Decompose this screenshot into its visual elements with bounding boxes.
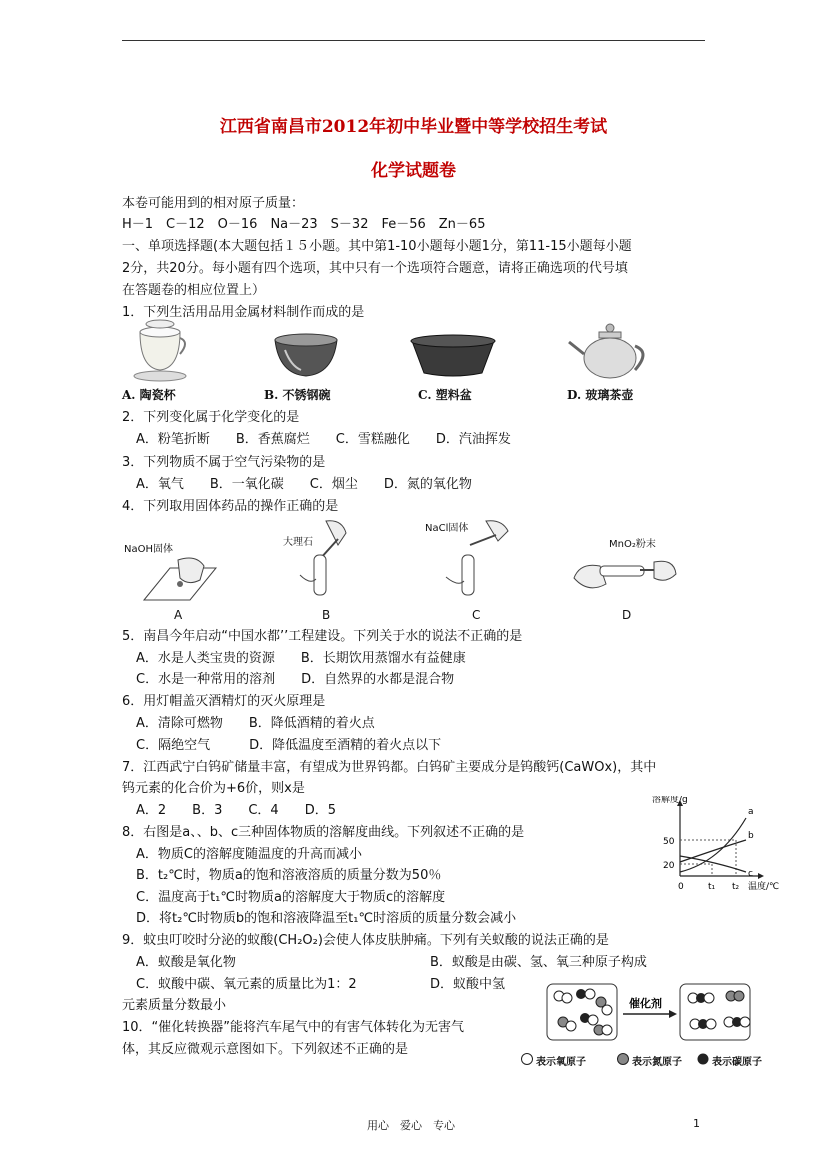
q1-caption-d: D. 玻璃茶壶 [567,388,634,402]
q9-option-b: B．蚁酸是由碳、氢、氧三种原子构成 [430,955,647,970]
q8-stem: 8．右图是a、、b、c三种固体物质的溶解度曲线。下列叙述不正确的是 [122,825,525,840]
section-instructions-1: 一、单项选择题(本大题包括１５小题。其中第1-10小题每小题1分，第11-15小题每小题 [122,239,632,254]
q8-option-a: A．物质C的溶解度随温度的升高而减小 [136,847,362,862]
header-rule [122,40,705,41]
page-number: 1 [693,1117,700,1130]
graph-curve-label-b: b [748,831,754,841]
q9-stem: 9．蚊虫叮咬时分泌的蚁酸(CH₂O₂)会使人体皮肤肿痛。下列有关蚁酸的说法正确的是 [122,933,609,948]
legend-nitrogen: 表示氮原子 [632,1057,682,1068]
q4-image-a [140,550,220,606]
q5-stem: 5．南昌今年启动“中国水都’’工程建设。下列关于水的说法不正确的是 [122,629,523,644]
section-instructions-2: 2分，共20分。每小题有四个选项，其中只有一个选项符合题意，请将正确选项的代号填 [122,261,628,276]
q4-label-d: MnO₂粉末 [609,539,656,550]
page-title: 江西省南昌市2012年初中毕业暨中等学校招生考试 [219,117,608,137]
q1-caption-a: A. 陶瓷杯 [122,388,176,402]
q8-option-d: D．将t₂℃时物质b的饱和溶液降温至t₁℃时溶质的质量分数会减小 [136,911,517,926]
atomic-mass-values: H－1 C－12 O－16 Na－23 S－32 Fe－56 Zn－65 [122,217,486,232]
graph-xtick-t2: t₂ [732,882,740,892]
graph-xtick-t1: t₁ [708,882,716,892]
q3-options: A．氧气 B．一氧化碳 C．烟尘 D．氮的氧化物 [136,477,472,492]
q10-stem-2: 体，其反应微观示意图如下。下列叙述不正确的是 [122,1042,409,1057]
section-instructions-3: 在答题卷的相应位置上） [122,283,266,298]
graph-xtick-0: 0 [678,882,684,892]
q4-image-c [440,515,520,605]
q1-caption-c: C. 塑料盆 [418,388,472,402]
q7-options: A．2 B．3 C．4 D．5 [136,803,336,818]
q3-stem: 3．下列物质不属于空气污染物的是 [122,455,326,470]
graph-ylabel: 溶解度/g [652,796,688,805]
graph-curve-label-a: a [748,807,754,817]
solubility-graph [650,796,780,896]
legend-carbon: 表示碳原子 [712,1057,762,1068]
q6-stem: 6．用灯帽盖灭酒精灯的灭火原理是 [122,694,326,709]
q1-stem: 1．下列生活用品用金属材料制作而成的是 [122,305,365,320]
curve-b [680,840,746,862]
plastic-basin-image [408,333,498,379]
q2-stem: 2．下列变化属于化学变化的是 [122,410,300,425]
q6-options-cd: C．隔绝空气 D．降低温度至酒精的着火点以下 [136,738,442,753]
q9-option-c: C．蚁酸中碳、氧元素的质量比为1：2 [136,977,357,992]
q4-letter-a: A [174,608,183,622]
q10-stem-1: 10．“催化转换器”能将汽车尾气中的有害气体转化为无害气 [122,1020,465,1035]
q8-option-b: B．t₂℃时，物质a的饱和溶液溶质的质量分数为50％ [136,868,442,883]
q9-option-d-cont: 元素质量分数最小 [122,998,227,1013]
footer-motto: 用心 爱心 专心 [367,1119,455,1132]
q4-image-b [290,515,360,605]
q4-stem: 4．下列取用固体药品的操作正确的是 [122,499,339,514]
q5-options-ab: A．水是人类宝贵的资源 B．长期饮用蒸馏水有益健康 [136,651,466,666]
q4-label-a: NaOH固体 [124,544,173,555]
glass-teapot-image [565,318,655,382]
catalyst-label: 催化剂 [629,997,662,1010]
ceramic-cup-image [130,318,190,382]
q5-options-cd: C．水是一种常用的溶剂 D．自然界的水都是混合物 [136,672,455,687]
legend-oxygen: 表示氧原子 [536,1057,586,1068]
q4-letter-b: B [322,608,331,622]
page-subtitle: 化学试题卷 [371,161,456,181]
nitrogen-atom-icon [616,1052,630,1066]
q4-label-b: 大理石 [283,537,313,548]
q4-label-c: NaCl固体 [425,523,469,534]
graph-curve-label-c: c [748,869,753,879]
q4-letter-c: C [472,608,481,622]
q9-option-a: A．蚁酸是氧化物 [136,955,236,970]
atomic-mass-label: 本卷可能用到的相对原子质量： [122,196,305,211]
q7-stem-2: 钨元素的化合价为+6价，则x是 [122,781,305,796]
steel-bowl-image [271,330,341,380]
q4-letter-d: D [622,608,632,622]
graph-xlabel: 温度/℃ [748,882,780,892]
q2-options: A．粉笔折断 B．香蕉腐烂 C．雪糕融化 D．汽油挥发 [136,432,511,447]
q6-options-ab: A．清除可燃物 B．降低酒精的着火点 [136,716,375,731]
q9-option-d: D．蚁酸中氢 [430,977,506,992]
q4-image-d [570,548,680,598]
q8-option-c: C．温度高于t₁℃时物质a的溶解度大于物质c的溶解度 [136,890,446,905]
graph-ytick-50: 50 [663,837,675,847]
oxygen-atom-icon [520,1052,534,1066]
carbon-atom-icon [696,1052,710,1066]
q7-stem-1: 7．江西武宁白钨矿储量丰富，有望成为世界钨都。白钨矿主要成分是钨酸钙(CaWOx)，其中 [122,760,657,775]
reaction-diagram [545,982,790,1044]
graph-ytick-20: 20 [663,861,675,871]
q1-caption-b: B. 不锈钢碗 [264,388,331,402]
